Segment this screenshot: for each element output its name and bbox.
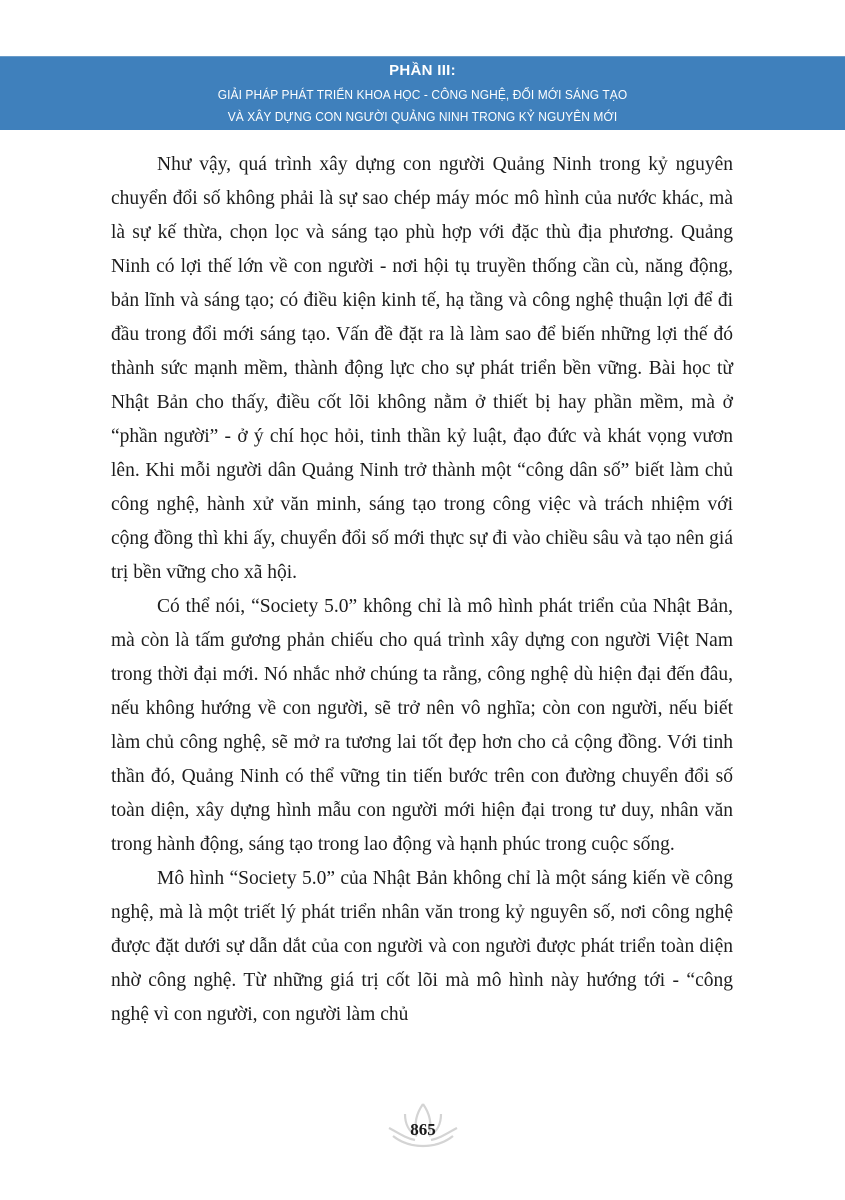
body-text [111,148,733,1032]
paragraph: Có thể nói, “Society 5.0” không chỉ là mô hình phát triển của Nhật Bản, mà còn là tấm gương phản chiếu cho quá trình xây dựng con người Việt Nam trong thời đại mới. Nó nhắc nhở chúng ta rằng, công nghệ dù hiện đại đến đâu, nếu không hướng về con người, sẽ trở nên vô nghĩa; còn con người, nếu biết làm chủ công nghệ, sẽ mở ra tương lai tốt đẹp hơn cho cả cộng đồng. Với tinh thần đó, Quảng Ninh có thể vững tin tiến bước trên con đường chuyển đổi số toàn diện, xây dựng hình mẫu con người mới hiện đại trong tư duy, nhân văn trong hành động, sáng tạo trong lao động và hạnh phúc trong cuộc sống. [111,596,733,855]
section-subtitle-line-1: GIẢI PHÁP PHÁT TRIỂN KHOA HỌC - CÔNG NGHỆ, ĐỔI MỚI SÁNG TẠO [217,87,628,102]
paragraph: Như vậy, quá trình xây dựng con người Quảng Ninh trong kỷ nguyên chuyển đổi số không phải là sự sao chép máy móc mô hình của nước khác, mà là sự kế thừa, chọn lọc và sáng tạo phù hợp với đặc thù địa phương. Quảng Ninh có lợi thế lớn về con người - nơi hội tụ truyền thống cần cù, năng động, bản lĩnh và sáng tạo; có điều kiện kinh tế, hạ tầng và công nghệ thuận lợi để đi đầu trong đổi mới sáng tạo. Vấn đề đặt ra là làm sao để biến những lợi thế đó thành sức mạnh mềm, thành động lực cho sự phát triển bền vững. Bài học từ Nhật Bản cho thấy, điều cốt lõi không nằm ở thiết bị hay phần mềm, mà ở “phần người” - ở ý chí học hỏi, tinh thần kỷ luật, đạo đức và khát vọng vươn lên. Khi mỗi người dân Quảng Ninh trở thành một “công dân số” biết làm chủ công nghệ, hành xử văn minh, sáng tạo trong công việc và trách nhiệm với cộng đồng thì khi ấy, chuyển đổi số mới thực sự đi vào chiều sâu và tạo nên giá trị bền vững cho xã hội. [111,154,733,583]
section-title: PHẦN III: [389,62,456,79]
section-subtitle-line-2: VÀ XÂY DỰNG CON NGƯỜI QUẢNG NINH TRONG KỶ NGUYÊN MỚI [227,109,618,124]
section-header-band [0,56,845,130]
paragraph: Mô hình “Society 5.0” của Nhật Bản không chỉ là một sáng kiến về công nghệ, mà là một triết lý phát triển nhân văn trong kỷ nguyên số, nơi công nghệ được đặt dưới sự dẫn dắt của con người và con người được phát triển toàn diện nhờ công nghệ. Từ những giá trị cốt lõi mà mô hình này hướng tới - “công nghệ vì con người, con người làm chủ [111,868,733,1025]
page-number: 865 [410,1120,436,1139]
